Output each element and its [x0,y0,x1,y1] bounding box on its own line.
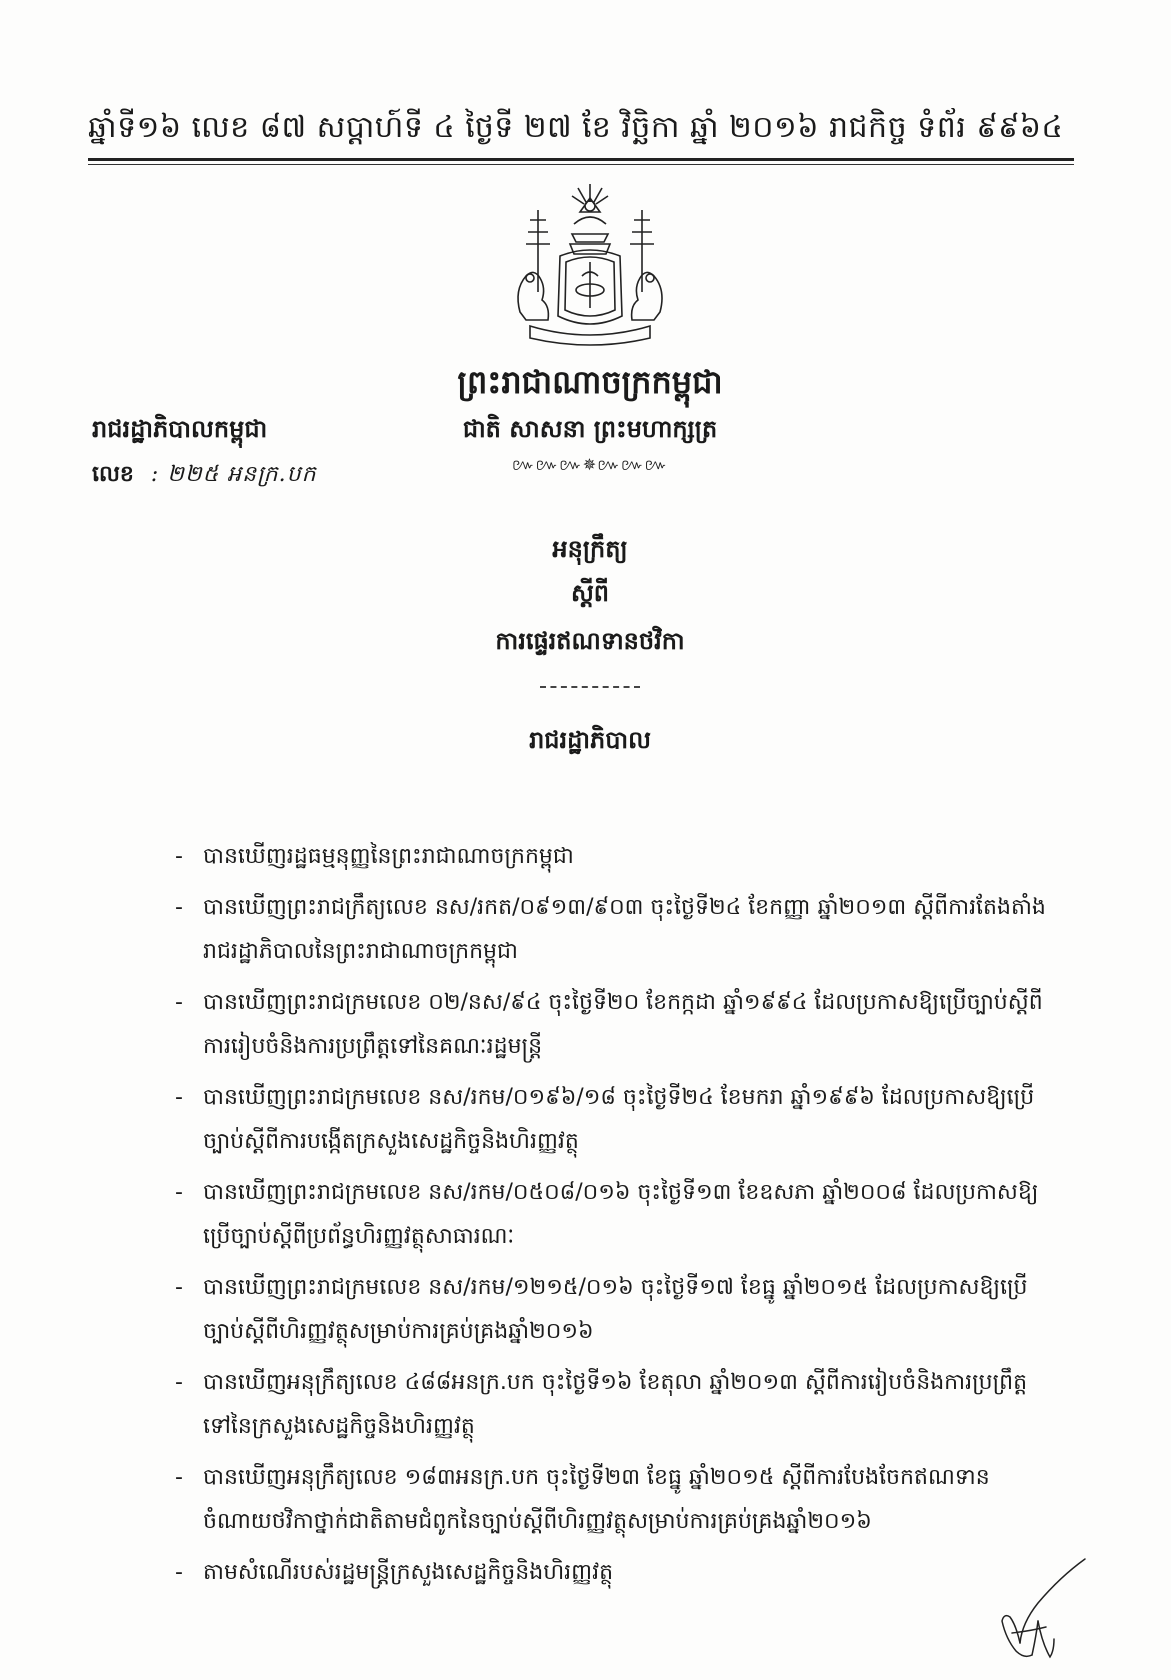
header-rule-thin [88,164,1074,165]
issuer-name: រាជរដ្ឋាភិបាលកម្ពុជា [92,414,268,443]
preamble-clause [175,1266,1055,1354]
clause-bullet: - [175,1085,183,1110]
preamble-clause [175,1551,1055,1595]
clause-bullet: - [175,1275,183,1300]
clause-text: បានឃើញព្រះរាជក្រមលេខ នស/រកម/០៥០៨/០១៦ ចុះថ្ងៃទី១៣ ខែឧសភា ឆ្នាំ២០០៨ ដែលប្រកាសឱ្យប្រើច្បាប់ស្ដីពីប្រព័ន្ធហិរញ្ញវត្ថុសាធារណៈ [203,1180,1039,1249]
clause-text: បានឃើញព្រះរាជក្រមលេខ ០២/នស/៩៤ ចុះថ្ងៃទី២០ ខែកក្កដា ឆ្នាំ១៩៩៤ ដែលប្រកាសឱ្យប្រើច្បាប់ស្ដីពីការរៀបចំនិងការប្រព្រឹត្តទៅនៃគណៈរដ្ឋមន្ត្រី [203,990,1043,1059]
preamble-clause [175,1361,1055,1449]
preamble-clause [175,981,1055,1069]
preamble-clause [175,1171,1055,1259]
clause-bullet: - [175,895,183,920]
header-rule [88,158,1074,161]
doc-subject-title: ការផ្ទេរឥណទានថវិកា [495,626,685,655]
clause-text: បានឃើញព្រះរាជក្រមលេខ នស/រកម/១២១៥/០១៦ ចុះថ្ងៃទី១៧ ខែធ្នូ ឆ្នាំ២០១៥ ដែលប្រកាសឱ្យប្រើច្បាប់ស្ដីពីហិរញ្ញវត្ថុសម្រាប់ការគ្រប់គ្រងឆ្នាំ២០១៦ [203,1275,1028,1344]
clause-bullet: - [175,1465,183,1490]
document-number-label: លេខ [92,461,134,487]
clause-text: បានឃើញរដ្ឋធម្មនុញ្ញនៃព្រះរាជាណាចក្រកម្ពុជា [203,844,574,869]
government-heading: រាជរដ្ឋាភិបាល [529,725,651,754]
clause-text: បានឃើញព្រះរាជក្រមលេខ នស/រកម/០១៩៦/១៨ ចុះថ្ងៃទី២៤ ខែមករា ឆ្នាំ១៩៩៦ ដែលប្រកាសឱ្យប្រើច្បាប់ស្ដីពីការបង្កើតក្រសួងសេដ្ឋកិច្ចនិងហិរញ្ញវត្ថុ [203,1085,1035,1154]
title-divider [540,686,640,688]
clause-text: បានឃើញព្រះរាជក្រឹត្យលេខ នស/រកត/០៩១៣/៩០៣ ចុះថ្ងៃទី២៤ ខែកញ្ញា ឆ្នាំ២០១៣ ស្ដីពីការតែងតាំងរាជរដ្ឋាភិបាលនៃព្រះរាជាណាចក្រកម្ពុជា [203,895,1046,964]
preamble-clause [175,1076,1055,1164]
document-number-value: : ២២៥ អនក្រ.បក [150,462,317,487]
motto-ornament: ៚៚៚✵៚៚៚ [511,455,669,474]
national-motto: ជាតិ សាសនា ព្រះមហាក្សត្រ [462,414,718,443]
royal-coat-of-arms-icon [500,180,680,352]
preamble-clause [175,1456,1055,1544]
clause-text: បានឃើញអនុក្រឹត្យលេខ ៤៨៨អនក្រ.បក ចុះថ្ងៃទី១៦ ខែតុលា ឆ្នាំ២០១៣ ស្ដីពីការរៀបចំនិងការប្រព្រឹត្តទៅនៃក្រសួងសេដ្ឋកិច្ចនិងហិរញ្ញវត្ថុ [203,1370,1028,1439]
clause-bullet: - [175,1370,183,1395]
preamble-clause [175,835,1055,879]
clause-bullet: - [175,844,183,869]
preamble-clause-list [175,835,1055,1602]
clause-bullet: - [175,1180,183,1205]
clause-text: បានឃើញអនុក្រឹត្យលេខ ១៨៣អនក្រ.បក ចុះថ្ងៃទី២៣ ខែធ្នូ ឆ្នាំ២០១៥ ស្ដីពីការបែងចែកឥណទានចំណាយថវិកាថ្នាក់ជាតិតាមជំពូកនៃច្បាប់ស្ដីពីហិរញ្ញវត្ថុសម្រាប់ការគ្រប់គ្រងឆ្នាំ២០១៦ [203,1465,990,1534]
clause-text: តាមសំណើរបស់រដ្ឋមន្ត្រីក្រសួងសេដ្ឋកិច្ចនិងហិរញ្ញវត្ថុ [203,1560,614,1585]
document-number [92,460,317,492]
kingdom-title: ព្រះរាជាណាចក្រកម្ពុជា [457,363,723,401]
gazette-header-line: ឆ្នាំទី១៦ លេខ ៨៧ សប្ដាហ៍ទី ៤ ថ្ងៃទី ២៧ ខែ វិច្ឆិកា ឆ្នាំ ២០១៦ រាជកិច្ច ទំព័រ ៩៩៦៤ [88,110,1064,145]
doc-about-label: ស្ដីពី [570,578,610,607]
doc-type-title: អនុក្រឹត្យ [552,534,628,563]
preamble-clause [175,886,1055,974]
clause-bullet: - [175,990,183,1015]
clause-bullet: - [175,1560,183,1585]
handwritten-initial-icon [990,1555,1100,1665]
